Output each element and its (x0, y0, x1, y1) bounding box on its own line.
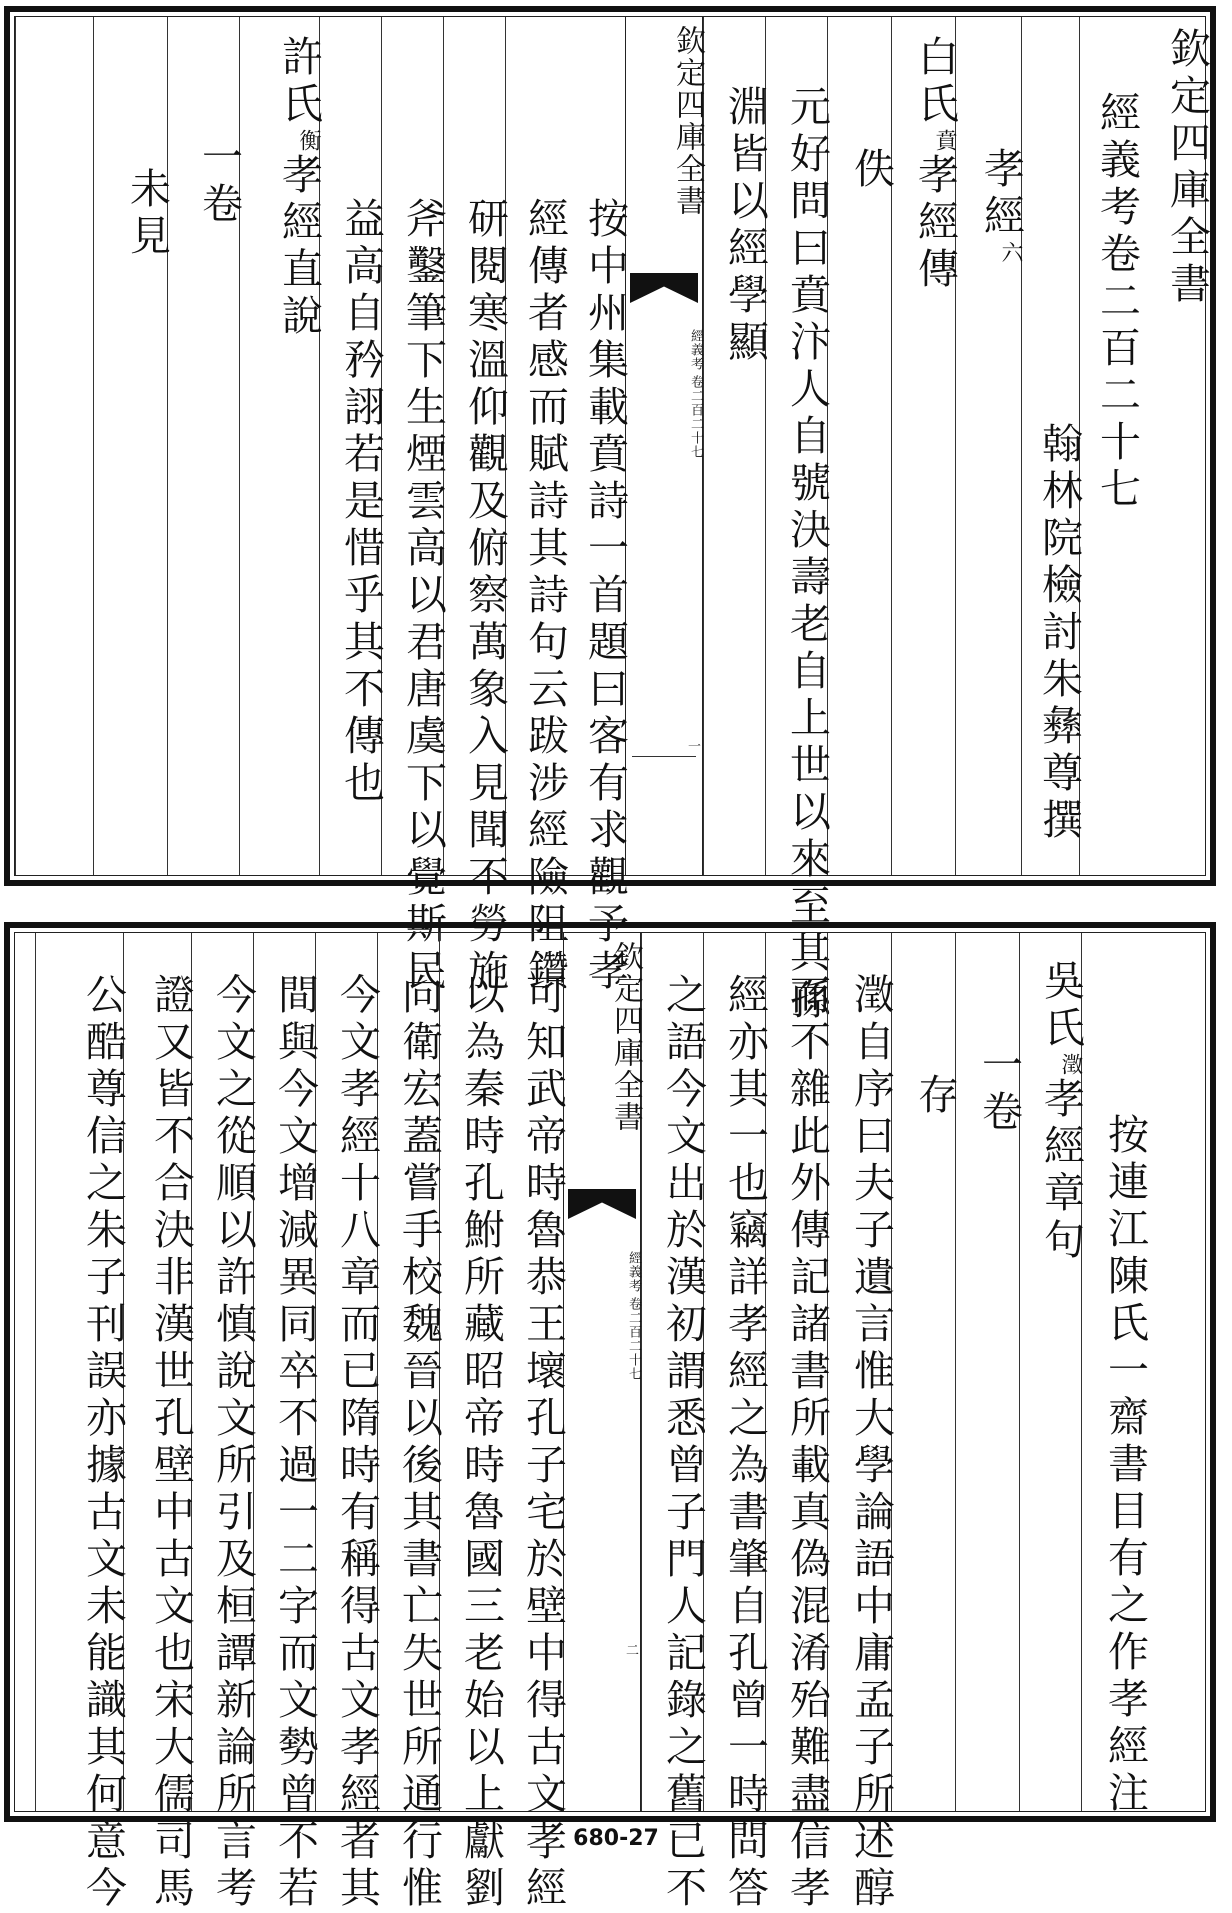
banderole-title: 欽定四庫全書 (670, 25, 705, 217)
column-author: 翰林院檢討朱彝尊撰 (1021, 17, 1079, 875)
column-text-line: 研閱寒溫仰觀及俯察萬象入見聞不勞施 (443, 17, 505, 875)
page-number: 680-27 (573, 1826, 659, 1851)
column-text-line: 今文孝經十八章而已隋時有稱得古文孝經者其 (315, 933, 377, 1811)
column-empty (15, 17, 93, 875)
column-status: 存 (891, 933, 955, 1811)
banderole-volume-info: 經義考 卷二百二十七 (688, 329, 703, 459)
column-volume-count: 一卷 (167, 17, 239, 875)
column-text-line: 經亦其一也竊詳孝經之為書肇自孔曾一時問答 (703, 933, 765, 1811)
column-text-line: 而不雜此外傳記諸書所載真偽混淆殆難盡信孝 (765, 933, 827, 1811)
entry-author-name: 衡 (296, 129, 321, 153)
column-text-line: 淵皆以經學顯 (703, 17, 765, 875)
column-text-line: 今文之從順以許慎說文所引及桓譚新論所言考 (191, 933, 253, 1811)
entry-author: 白氏 (911, 35, 959, 129)
entry-author: 許氏 (275, 35, 323, 129)
section-number: 六 (998, 241, 1023, 265)
column-text-line: 可知武帝時魯恭王壞孔子宅於壁中得古文孝經 (519, 973, 567, 1913)
column-text-line: 按中州集載賁詩一首題曰客有求觀予孝 (581, 197, 629, 996)
column-text-line: 按連江陳氏一齋書目有之作孝經注 (1081, 933, 1145, 1811)
column-status: 未見 (93, 17, 167, 875)
entry-title: 孝經章句 (1037, 1077, 1085, 1265)
column-text-line: 經傳者感而賦詩其詩句云跋涉經險阻鑽 (505, 17, 565, 875)
column-entry-xu (239, 17, 323, 875)
fish-tail-ornament (568, 1189, 636, 1219)
column-text-line: 公酷尊信之朱子刊誤亦據古文未能識其何意今 (35, 933, 123, 1811)
entry-title: 孝經直說 (275, 153, 323, 341)
entry-title: 孝經傳 (911, 153, 959, 294)
column-text-line: 向衛宏蓋嘗手校魏晉以後其書亡失世所通行惟 (377, 933, 439, 1811)
column-empty (1145, 933, 1207, 1811)
column-entry-wu (1019, 933, 1085, 1811)
entry-author-name: 賁 (932, 129, 957, 153)
banderole-rule (632, 756, 696, 757)
column-status: 佚 (827, 17, 891, 875)
column-book-title: 欽定四庫全書 (1163, 27, 1211, 309)
column-text-line: 證又皆不合決非漢世孔壁中古文也宋大儒司馬 (123, 933, 191, 1811)
banderole-volume-info: 經義考 卷二百二十七 (626, 1251, 641, 1381)
entry-author-name: 澂 (1058, 1053, 1083, 1077)
column-entry-bai (891, 17, 959, 875)
column-text-line: 益高自矜詡若是惜乎其不傳也 (319, 17, 381, 875)
column-text-line: 元好問曰賁汴人自號決壽老自上世以來至其孫 (765, 17, 827, 875)
column-text-line: 以為秦時孔鮒所藏昭帝時魯國三老始以上獻劉 (439, 933, 501, 1811)
column-text-line: 澂自序曰夫子遺言惟大學論語中庸孟子所述醇 (827, 933, 891, 1811)
column-text-line: 斧鑿筆下生煙雲高以君唐虞下以覺斯民 (381, 17, 443, 875)
banderole-title: 欽定四庫全書 (608, 941, 643, 1133)
banderole-leaf-number: 二 (623, 1643, 638, 1656)
column-volume-title: 經義考卷二百二十七 (1079, 17, 1137, 875)
banderole-leaf-number: 一 (685, 739, 700, 752)
fish-tail-ornament (630, 273, 698, 303)
banderole (563, 933, 641, 1811)
banderole (625, 17, 703, 875)
column-text-line: 間與今文增減異同卒不過一二字而文勢曾不若 (253, 933, 315, 1811)
column-section-heading (955, 17, 1025, 875)
column-volume-count: 一卷 (955, 933, 1019, 1811)
section-title: 孝經 (977, 147, 1025, 241)
column-text-line: 之語今文出於漢初謂悉曾子門人記錄之舊已不 (641, 933, 703, 1811)
entry-author: 吳氏 (1037, 959, 1085, 1053)
